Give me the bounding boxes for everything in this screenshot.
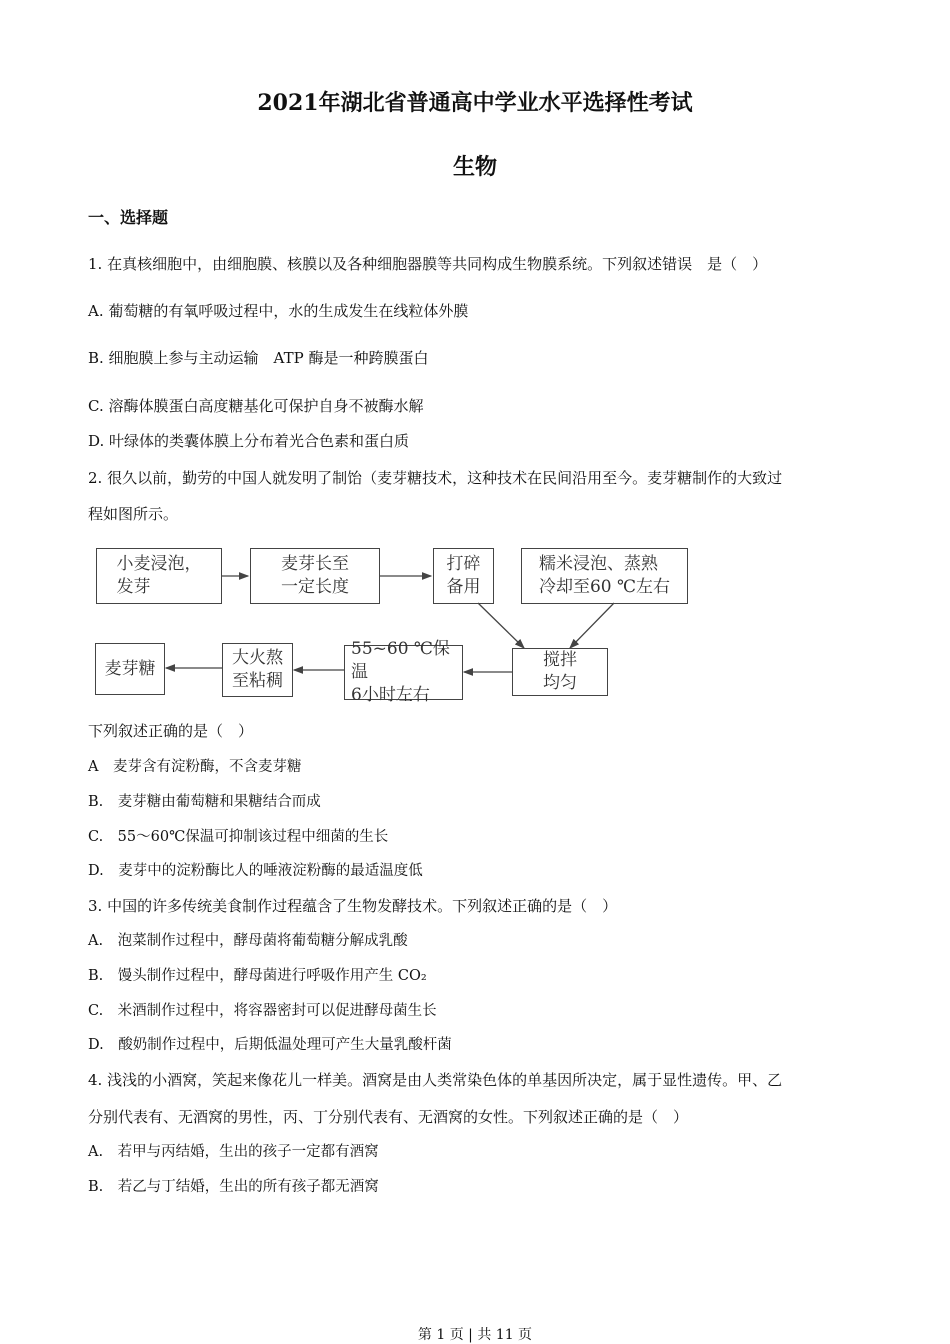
- q2-option-b: B. 麦芽糖由葡萄糖和果糖结合而成: [88, 794, 321, 810]
- step-soak-wheat: 小麦浸泡， 发芽: [96, 548, 222, 604]
- q2-option-a: A 麦芽含有淀粉酶，不含麦芽糖: [88, 759, 302, 775]
- step-incubate: 55~60 ℃保温 6小时左右: [344, 645, 463, 700]
- q2-question: 下列叙述正确的是（ ）: [88, 722, 254, 740]
- q4-stem-line1: 4. 浅浅的小酒窝，笑起来像花儿一样美。酒窝是由人类常染色体的单基因所决定，属于显性遗传。甲、乙: [88, 1071, 783, 1089]
- q1-option-d: D. 叶绿体的类囊体膜上分布着光合色素和蛋白质: [88, 432, 410, 450]
- step-stir: 搅拌 均匀: [512, 648, 608, 696]
- q1-option-c: C. 溶酶体膜蛋白高度糖基化可保护自身不被酶水解: [88, 397, 424, 415]
- step-crush: 打碎 备用: [433, 548, 494, 604]
- q4-option-b: B. 若乙与丁结婚，生出的所有孩子都无酒窝: [88, 1179, 379, 1195]
- q2-option-c: C. 55～60℃保温可抑制该过程中细菌的生长: [88, 829, 389, 845]
- step-maltose: 麦芽糖: [95, 643, 165, 695]
- q4-option-a: A. 若甲与丙结婚，生出的孩子一定都有酒窝: [88, 1144, 379, 1160]
- subject-title: 生物: [452, 154, 497, 180]
- section-heading: 一、选择题: [88, 208, 169, 227]
- q4-stem-line2: 分别代表有、无酒窝的男性，丙、丁分别代表有、无酒窝的女性。下列叙述正确的是（ ）: [88, 1108, 689, 1126]
- step-boil: 大火熬 至粘稠: [222, 643, 293, 697]
- q1-option-b: B. 细胞膜上参与主动运输 ATP 酶是一种跨膜蛋白: [88, 349, 429, 367]
- step-sprout-growth: 麦芽长至 一定长度: [250, 548, 380, 604]
- q2-stem-line2: 程如图所示。: [88, 505, 179, 523]
- q2-stem-line1: 2. 很久以前，勤劳的中国人就发明了制饴（麦芽糖技术，这种技术在民间沿用至今。麦芽糖制作的大致过: [88, 469, 783, 487]
- q1-stem: 1. 在真核细胞中，由细胞膜、核膜以及各种细胞器膜等共同构成生物膜系统。下列叙述错误 是（ ）: [88, 255, 768, 273]
- q3-stem: 3. 中国的许多传统美食制作过程蕴含了生物发酵技术。下列叙述正确的是（ ）: [88, 897, 618, 915]
- q3-option-a: A. 泡菜制作过程中，酵母菌将葡萄糖分解成乳酸: [88, 933, 408, 949]
- step-glutinous-rice: 糯米浸泡、蒸熟 冷却至60 ℃左右: [521, 548, 688, 604]
- page-footer: 第 1 页 | 共 11 页: [417, 1327, 533, 1343]
- q3-option-d: D. 酸奶制作过程中，后期低温处理可产生大量乳酸杆菌: [88, 1037, 452, 1053]
- q1-option-a: A. 葡萄糖的有氧呼吸过程中，水的生成发生在线粒体外膜: [88, 302, 469, 320]
- exam-title: 2021年湖北省普通高中学业水平选择性考试: [257, 90, 693, 116]
- q2-option-d: D. 麦芽中的淀粉酶比人的唾液淀粉酶的最适温度低: [88, 863, 423, 879]
- q3-option-b: B. 馒头制作过程中，酵母菌进行呼吸作用产生 CO₂: [88, 968, 427, 984]
- q3-option-c: C. 米酒制作过程中，将容器密封可以促进酵母菌生长: [88, 1003, 437, 1019]
